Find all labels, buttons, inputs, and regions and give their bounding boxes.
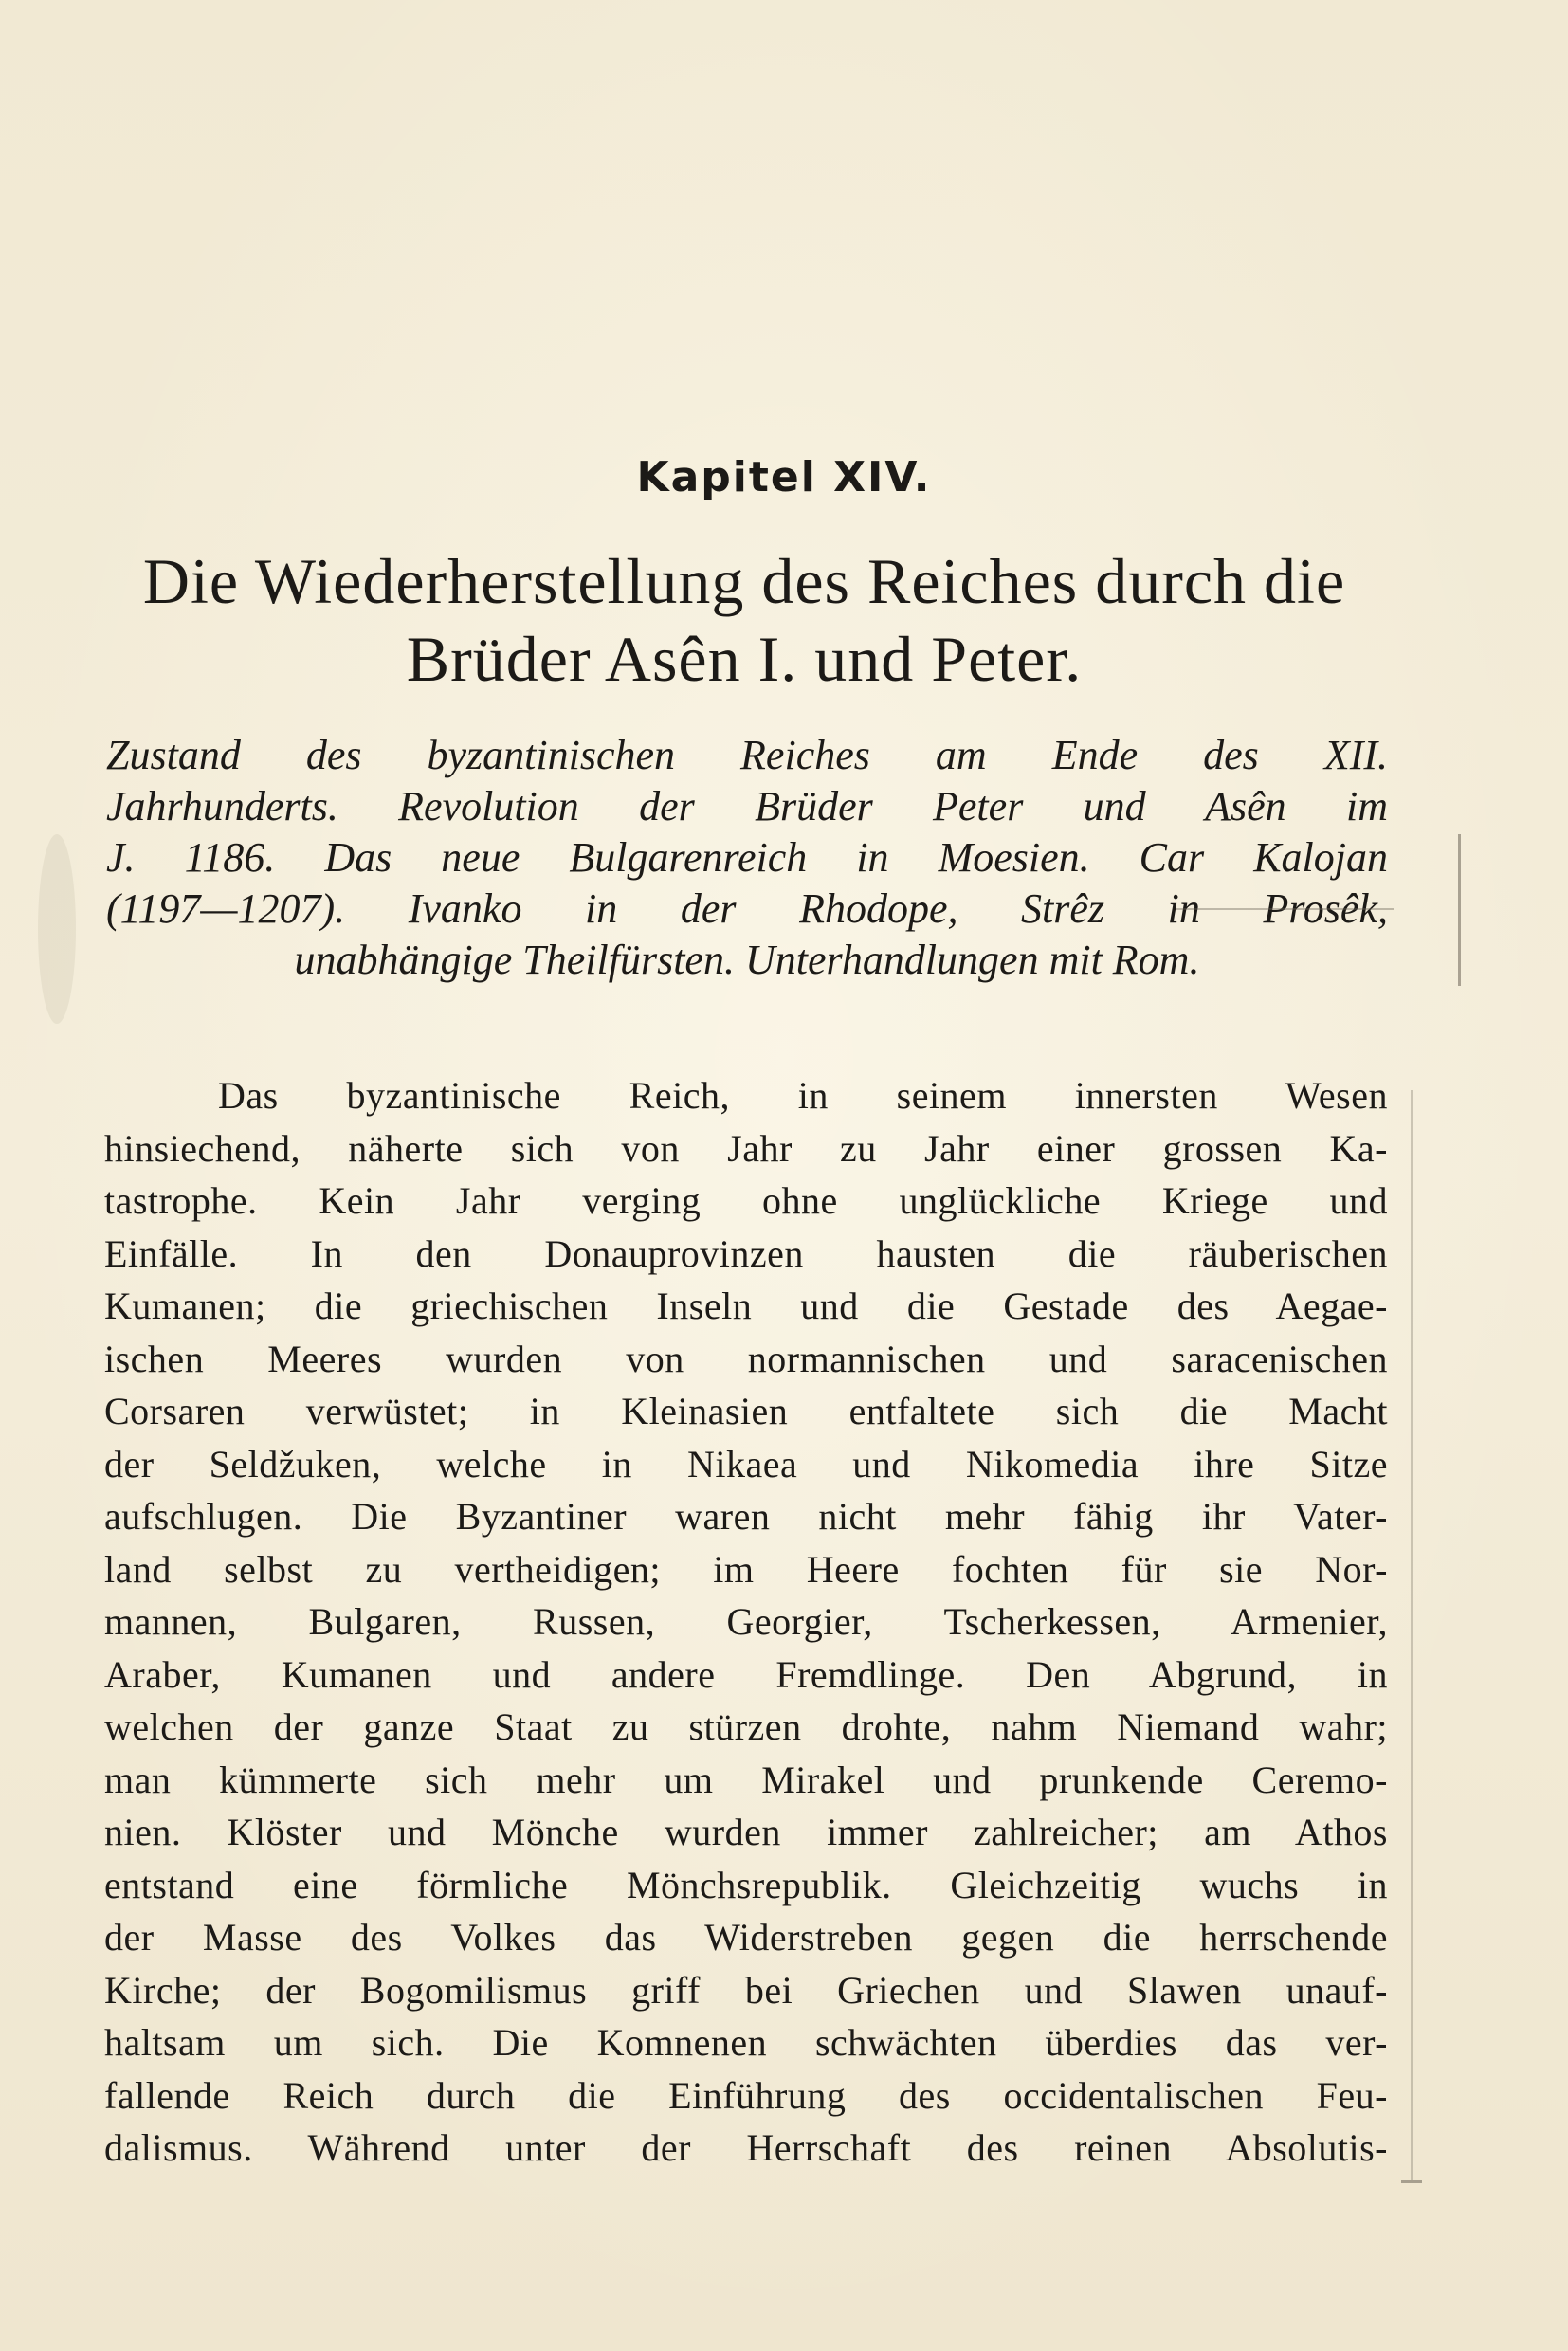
body-line: ischen Meeres wurden von normannischen und saracenischen (104, 1337, 1388, 1380)
margin-pencil-mark (1176, 908, 1394, 910)
chapter-summary (106, 730, 1388, 986)
body-line: hinsiechend, näherte sich von Jahr zu Jahr einer grossen Ka- (104, 1126, 1388, 1170)
summary-line: J. 1186. Das neue Bulgarenreich in Moesien. Car Kalojan (106, 834, 1388, 881)
paper-stain (38, 834, 76, 1024)
margin-pencil-mark (1401, 2180, 1422, 2183)
body-line: nien. Klöster und Mönche wurden immer zahlreicher; am Athos (104, 1811, 1388, 1853)
chapter-number: Kapitel XIV. (636, 453, 932, 501)
body-line: entstand eine förmliche Mönchsrepublik. Gleichzeitig wuchs in (104, 1863, 1388, 1906)
body-line: dalismus. Während unter der Herrschaft des reinen Absolutis- (104, 2126, 1388, 2169)
body-line: der Seldžuken, welche in Nikaea und Nikomedia ihre Sitze (104, 1442, 1388, 1485)
body-paragraph (104, 1069, 1388, 2175)
chapter-title-line-2: Brüder Asên I. und Peter. (406, 623, 1083, 695)
body-line: welchen der ganze Staat zu stürzen drohte, nahm Niemand wahr; (104, 1705, 1388, 1748)
body-line: Araber, Kumanen und andere Fremdlinge. Den Abgrund, in (104, 1652, 1388, 1696)
margin-pencil-mark (1458, 834, 1461, 986)
body-line: Das byzantinische Reich, in seinem innersten Wesen (218, 1074, 1388, 1117)
summary-line: (1197—1207). Ivanko in der Rhodope, Strêz in Prosêk, (106, 885, 1388, 932)
body-line: tastrophe. Kein Jahr verging ohne unglückliche Kriege und (104, 1179, 1388, 1222)
summary-line: unabhängige Theilfürsten. Unterhandlungen mit Rom. (294, 937, 1200, 983)
body-line: Corsaren verwüstet; in Kleinasien entfaltete sich die Macht (104, 1390, 1388, 1432)
summary-line: Jahrhunderts. Revolution der Brüder Peter und Asên im (106, 783, 1388, 829)
body-line: land selbst zu vertheidigen; im Heere fochten für sie Nor- (104, 1547, 1388, 1591)
body-line: der Masse des Volkes das Widerstreben gegen die herrschende (104, 1916, 1388, 1959)
body-line: aufschlugen. Die Byzantiner waren nicht mehr fähig ihr Vater- (104, 1495, 1388, 1538)
body-line: fallende Reich durch die Einführung des occidentalischen Feu- (104, 2073, 1388, 2117)
chapter-title-line-1: Die Wiederherstellung des Reiches durch die (142, 545, 1346, 617)
summary-line: Zustand des byzantinischen Reiches am Ende des XII. (106, 732, 1388, 778)
margin-pencil-mark (1411, 1090, 1413, 2180)
body-line: Einfälle. In den Donauprovinzen hausten die räuberischen (104, 1231, 1388, 1275)
chapter-title (104, 542, 1384, 698)
body-line: man kümmerte sich mehr um Mirakel und prunkende Ceremo- (104, 1758, 1388, 1801)
body-line: Kirche; der Bogomilismus griff bei Griechen und Slawen unauf- (104, 1968, 1388, 2012)
body-line: haltsam um sich. Die Komnenen schwächten überdies das ver- (104, 2021, 1388, 2064)
body-line: Kumanen; die griechischen Inseln und die Gestade des Aegae- (104, 1285, 1388, 1327)
body-line: mannen, Bulgaren, Russen, Georgier, Tscherkessen, Armenier, (104, 1600, 1388, 1643)
